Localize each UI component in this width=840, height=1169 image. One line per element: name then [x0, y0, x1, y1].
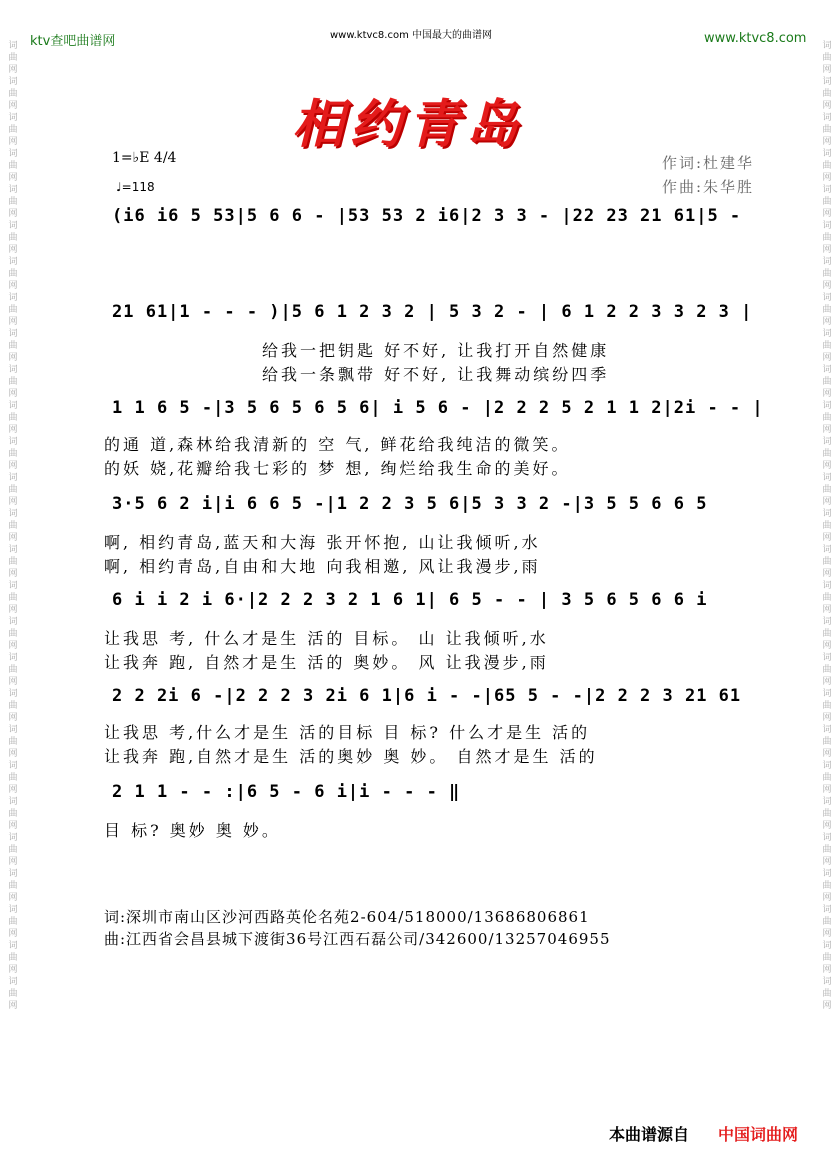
lyric-line-2b: 给我一条飘带 好不好, 让我舞动缤纷四季 [262, 365, 610, 384]
lyric-line-3b: 的妖 娆,花瓣给我七彩的 梦 想, 绚烂给我生命的美好。 [104, 459, 571, 478]
lyric-line-6b: 让我奔 跑,自然才是生 活的奥妙 奥 妙。 自然才是生 活的 [104, 747, 598, 766]
score-line-7: 2 1 1 - - :|6 5 - 6 i|i - - - ‖ [112, 782, 461, 802]
lyric-line-4b: 啊, 相约青岛,自由和大地 向我相邀, 风让我漫步,雨 [104, 557, 541, 576]
lyric-line-6a: 让我思 考,什么才是生 活的目标 目 标? 什么才是生 活的 [104, 723, 591, 742]
lyric-line-5b: 让我奔 跑, 自然才是生 活的 奥妙。 风 让我漫步,雨 [104, 653, 549, 672]
score-line-1: (i6 i6 5 53|5 6 6 - |53 53 2 i6|2 3 3 - |22 23 21 61|5 - [112, 206, 742, 226]
score-line-6: 2 2 2i 6 -|2 2 2 3 2i 6 1|6 i - -|65 5 - -|2 2 2 3 21 61 [112, 686, 742, 706]
lyric-line-5a: 让我思 考, 什么才是生 活的 目标。 山 让我倾听,水 [104, 629, 549, 648]
header-right-site[interactable]: www.ktvc8.com [704, 31, 807, 46]
lyricist-address: 词:深圳市南山区沙河西路英伦名苑2-604/518000/13686806861 [104, 908, 590, 926]
source-site-link[interactable]: 中国词曲网 [718, 1125, 799, 1144]
lyric-line-3a: 的通 道,森林给我清新的 空 气, 鲜花给我纯洁的微笑。 [104, 435, 571, 454]
lyric-line-7: 目 标? 奥妙 奥 妙。 [104, 821, 281, 840]
lyric-line-4a: 啊, 相约青岛,蓝天和大海 张开怀抱, 山让我倾听,水 [104, 533, 541, 552]
score-line-2: 21 61|1 - - - )|5 6 1 2 3 2 | 5 3 2 - | 6 1 2 2 3 3 2 3 | [112, 302, 753, 322]
composer-credit: 作曲:朱华胜 [662, 178, 755, 196]
tempo-marking: ♩=118 [116, 180, 155, 194]
right-watermark: 词曲网词曲网词曲网词曲网词曲网词曲网词曲网词曲网词曲网词曲网词曲网词曲网词曲网词曲网词曲网词曲网词曲网词曲网词曲网词曲网词曲网词曲网词曲网词曲网词曲网词曲网词曲网 [822, 41, 832, 1011]
left-watermark: 词曲网词曲网词曲网词曲网词曲网词曲网词曲网词曲网词曲网词曲网词曲网词曲网词曲网词曲网词曲网词曲网词曲网词曲网词曲网词曲网词曲网词曲网词曲网词曲网词曲网词曲网词曲网 [8, 41, 18, 1011]
lyricist-credit: 作词:杜建华 [662, 154, 755, 172]
lyric-line-2a: 给我一把钥匙 好不好, 让我打开自然健康 [262, 341, 610, 360]
song-title: 相约青岛 [292, 94, 525, 155]
source-label: 本曲谱源自 [609, 1125, 690, 1144]
score-line-4: 3·5 6 2 i|i 6 6 5 -|1 2 2 3 5 6|5 3 3 2 -|3 5 5 6 6 5 [112, 494, 708, 514]
key-signature: 1=♭E 4/4 [112, 150, 177, 166]
header-left-site[interactable]: ktv查吧曲谱网 [30, 34, 116, 49]
score-line-3: 1 1 6 5 -|3 5 6 5 6 5 6| i 5 6 - |2 2 2 5 2 1 1 2|2i - - | [112, 398, 764, 418]
header-center-site[interactable]: www.ktvc8.com 中国最大的曲谱网 [330, 30, 493, 41]
composer-address: 曲:江西省会昌县城下渡街36号江西石磊公司/342600/13257046955 [104, 930, 611, 948]
score-line-5: 6 i i 2 i 6·|2 2 2 3 2 1 6 1| 6 5 - - | 3 5 6 5 6 6 i [112, 590, 708, 610]
